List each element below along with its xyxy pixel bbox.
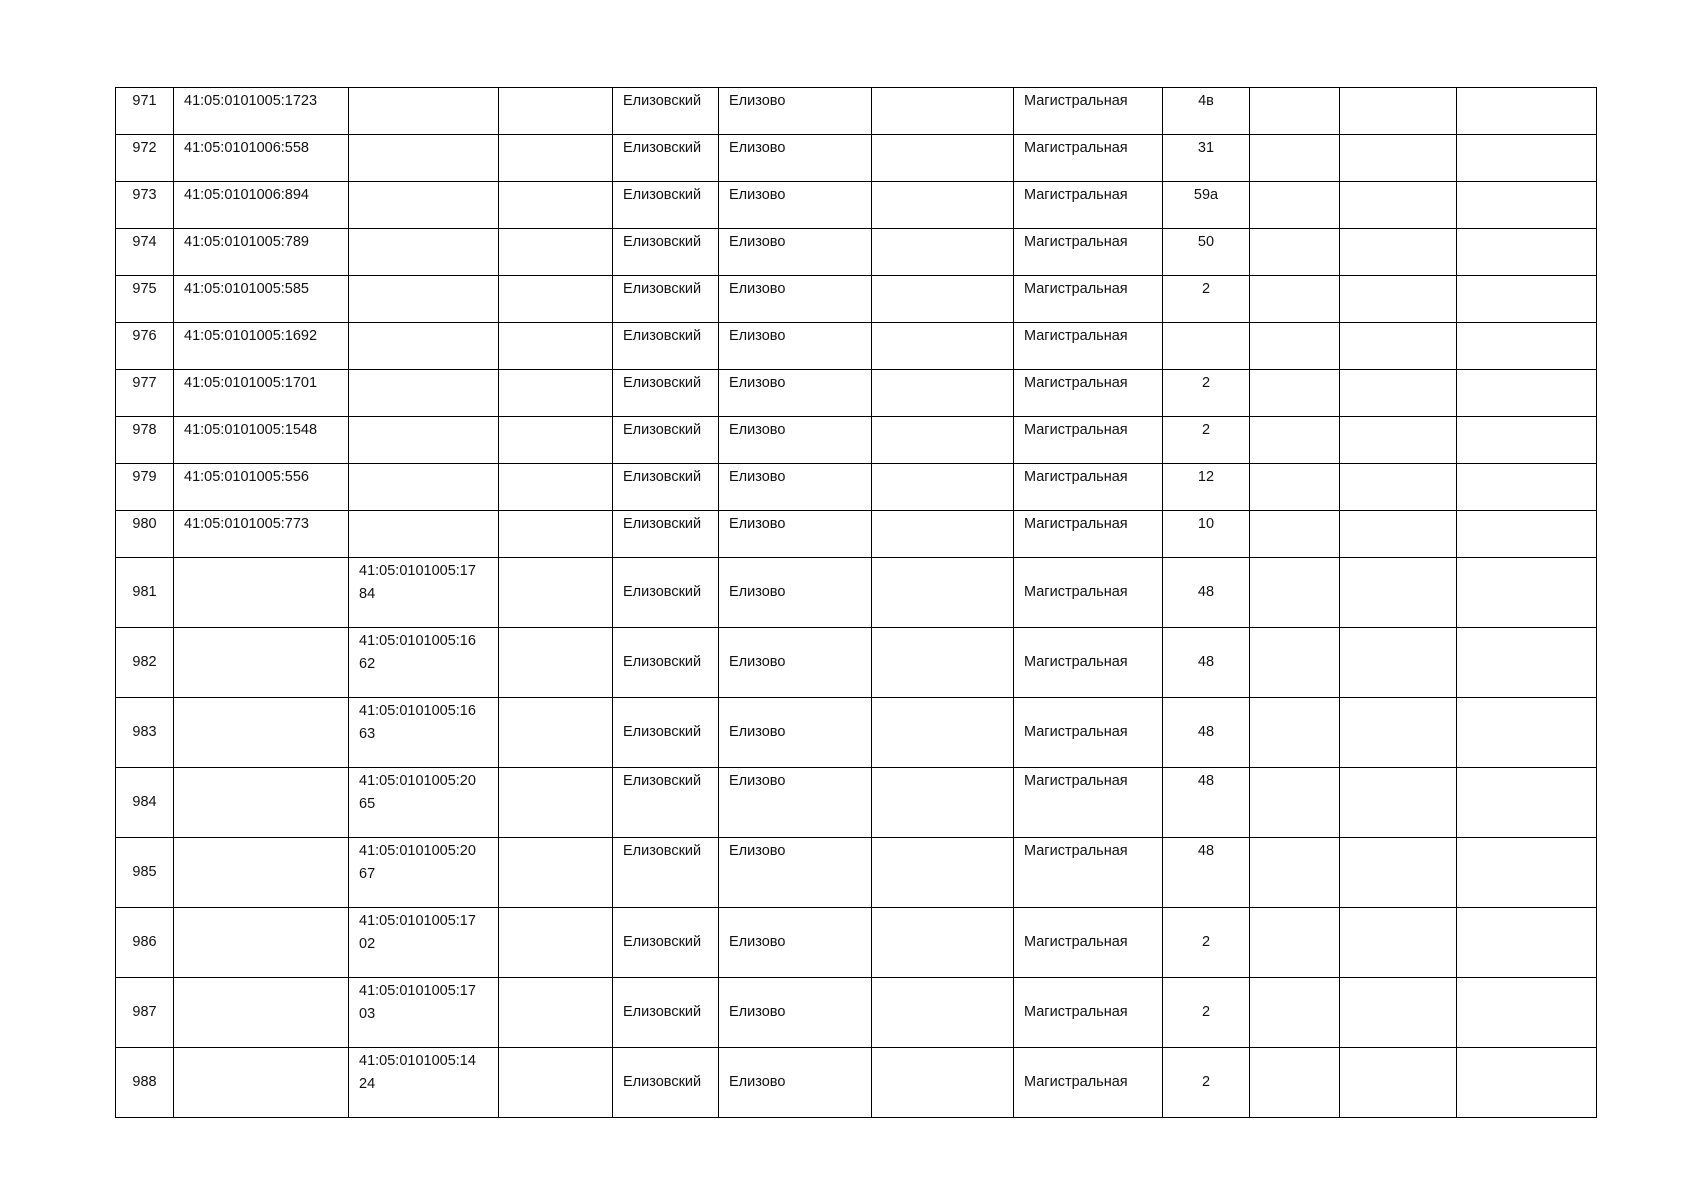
row-number-cell: 987 xyxy=(116,978,174,1048)
empty-cell xyxy=(1340,838,1457,908)
row-number-cell: 971 xyxy=(116,88,174,135)
cadastral-number-cell xyxy=(174,1048,349,1118)
table-body xyxy=(116,88,1597,1118)
empty-cell xyxy=(1457,417,1597,464)
row-number-cell: 982 xyxy=(116,628,174,698)
cadastral-number-cell: 41:05:0101006:894 xyxy=(174,182,349,229)
row-number-cell: 984 xyxy=(116,768,174,838)
cadastral-number-cell: 41:05:0101005:1548 xyxy=(174,417,349,464)
cadastral-fragment: 62 xyxy=(359,656,376,672)
empty-cell xyxy=(1340,978,1457,1048)
row-number-cell: 976 xyxy=(116,323,174,370)
district-cell: Елизовский xyxy=(613,1048,719,1118)
object-cadastral-number-cell xyxy=(349,229,499,276)
cadastral-fragment: 03 xyxy=(359,1006,376,1022)
empty-cell xyxy=(1340,182,1457,229)
street-cell: Магистральная xyxy=(1014,1048,1163,1118)
empty-cell xyxy=(872,370,1014,417)
empty-cell xyxy=(1250,978,1340,1048)
house-number-cell: 48 xyxy=(1163,768,1250,838)
cadastral-fragment: 24 xyxy=(359,1076,376,1092)
street-cell: Магистральная xyxy=(1014,323,1163,370)
table-row xyxy=(116,88,1597,135)
house-number-cell xyxy=(1163,323,1250,370)
empty-cell xyxy=(872,135,1014,182)
empty-cell xyxy=(1340,628,1457,698)
empty-cell xyxy=(1340,323,1457,370)
street-cell: Магистральная xyxy=(1014,698,1163,768)
table-row xyxy=(116,135,1597,182)
cadastral-number-cell: 41:05:0101005:1723 xyxy=(174,88,349,135)
house-number-cell: 59а xyxy=(1163,182,1250,229)
street-cell: Магистральная xyxy=(1014,276,1163,323)
table-row xyxy=(116,698,1597,768)
district-cell: Елизовский xyxy=(613,908,719,978)
cadastral-number-cell: 41:05:0101005:585 xyxy=(174,276,349,323)
street-cell: Магистральная xyxy=(1014,908,1163,978)
district-cell: Елизовский xyxy=(613,417,719,464)
empty-cell xyxy=(499,135,613,182)
district-cell: Елизовский xyxy=(613,88,719,135)
empty-cell xyxy=(499,464,613,511)
district-cell: Елизовский xyxy=(613,698,719,768)
object-cadastral-number-cell xyxy=(349,511,499,558)
cadastral-number-cell: 41:05:0101006:558 xyxy=(174,135,349,182)
empty-cell xyxy=(872,558,1014,628)
city-cell: Елизово xyxy=(719,323,872,370)
empty-cell xyxy=(872,628,1014,698)
street-cell: Магистральная xyxy=(1014,370,1163,417)
street-cell: Магистральная xyxy=(1014,978,1163,1048)
empty-cell xyxy=(1250,182,1340,229)
empty-cell xyxy=(1250,88,1340,135)
city-cell: Елизово xyxy=(719,182,872,229)
cadastral-number-cell xyxy=(174,698,349,768)
empty-cell xyxy=(1340,908,1457,978)
cadastral-number-cell: 41:05:0101005:773 xyxy=(174,511,349,558)
empty-cell xyxy=(1340,276,1457,323)
object-cadastral-number-cell xyxy=(349,1048,499,1118)
cadastral-number-cell: 41:05:0101005:556 xyxy=(174,464,349,511)
empty-cell xyxy=(499,1048,613,1118)
house-number-cell: 2 xyxy=(1163,908,1250,978)
empty-cell xyxy=(499,838,613,908)
street-cell: Магистральная xyxy=(1014,838,1163,908)
district-cell: Елизовский xyxy=(613,182,719,229)
house-number-cell: 2 xyxy=(1163,370,1250,417)
table-row xyxy=(116,838,1597,908)
city-cell: Елизово xyxy=(719,370,872,417)
empty-cell xyxy=(872,1048,1014,1118)
empty-cell xyxy=(1250,323,1340,370)
house-number-cell: 12 xyxy=(1163,464,1250,511)
empty-cell xyxy=(499,229,613,276)
empty-cell xyxy=(1250,229,1340,276)
row-number-cell: 979 xyxy=(116,464,174,511)
street-cell: Магистральная xyxy=(1014,88,1163,135)
district-cell: Елизовский xyxy=(613,135,719,182)
house-number-cell: 10 xyxy=(1163,511,1250,558)
city-cell: Елизово xyxy=(719,698,872,768)
empty-cell xyxy=(872,229,1014,276)
house-number-cell: 2 xyxy=(1163,978,1250,1048)
city-cell: Елизово xyxy=(719,276,872,323)
empty-cell xyxy=(1250,370,1340,417)
empty-cell xyxy=(1340,88,1457,135)
cadastral-fragment: 41:05:0101005:20 xyxy=(359,773,476,789)
empty-cell xyxy=(1340,464,1457,511)
row-number-cell: 988 xyxy=(116,1048,174,1118)
empty-cell xyxy=(872,182,1014,229)
empty-cell xyxy=(1340,698,1457,768)
district-cell: Елизовский xyxy=(613,276,719,323)
object-cadastral-number-cell xyxy=(349,978,499,1048)
empty-cell xyxy=(1250,511,1340,558)
cadastral-fragment: 63 xyxy=(359,726,376,742)
empty-cell xyxy=(499,370,613,417)
empty-cell xyxy=(872,908,1014,978)
cadastral-fragment: 41:05:0101005:20 xyxy=(359,843,476,859)
object-cadastral-number-cell xyxy=(349,768,499,838)
empty-cell xyxy=(1457,558,1597,628)
empty-cell xyxy=(1340,135,1457,182)
object-cadastral-number-cell xyxy=(349,88,499,135)
table-row xyxy=(116,229,1597,276)
house-number-cell: 48 xyxy=(1163,628,1250,698)
table-row xyxy=(116,417,1597,464)
cadastral-number-cell xyxy=(174,558,349,628)
row-number-cell: 972 xyxy=(116,135,174,182)
empty-cell xyxy=(499,628,613,698)
district-cell: Елизовский xyxy=(613,229,719,276)
empty-cell xyxy=(499,558,613,628)
cadastral-fragment: 41:05:0101005:17 xyxy=(359,913,476,929)
city-cell: Елизово xyxy=(719,417,872,464)
city-cell: Елизово xyxy=(719,978,872,1048)
empty-cell xyxy=(872,768,1014,838)
street-cell: Магистральная xyxy=(1014,417,1163,464)
street-cell: Магистральная xyxy=(1014,182,1163,229)
empty-cell xyxy=(1457,768,1597,838)
empty-cell xyxy=(499,768,613,838)
house-number-cell: 31 xyxy=(1163,135,1250,182)
address-register-table xyxy=(115,87,1597,1118)
city-cell: Елизово xyxy=(719,88,872,135)
empty-cell xyxy=(1340,370,1457,417)
table-row xyxy=(116,978,1597,1048)
table-row xyxy=(116,511,1597,558)
empty-cell xyxy=(872,978,1014,1048)
empty-cell xyxy=(1457,276,1597,323)
cadastral-number-cell xyxy=(174,908,349,978)
street-cell: Магистральная xyxy=(1014,464,1163,511)
table-row xyxy=(116,182,1597,229)
city-cell: Елизово xyxy=(719,628,872,698)
object-cadastral-number-cell xyxy=(349,417,499,464)
empty-cell xyxy=(499,698,613,768)
empty-cell xyxy=(1457,464,1597,511)
empty-cell xyxy=(1250,135,1340,182)
cadastral-number-cell: 41:05:0101005:789 xyxy=(174,229,349,276)
empty-cell xyxy=(1457,135,1597,182)
row-number-cell: 980 xyxy=(116,511,174,558)
empty-cell xyxy=(1457,88,1597,135)
empty-cell xyxy=(1250,628,1340,698)
row-number-cell: 985 xyxy=(116,838,174,908)
empty-cell xyxy=(1340,768,1457,838)
empty-cell xyxy=(1250,558,1340,628)
cadastral-number-cell xyxy=(174,628,349,698)
empty-cell xyxy=(499,417,613,464)
cadastral-fragment: 41:05:0101005:17 xyxy=(359,983,476,999)
empty-cell xyxy=(1250,768,1340,838)
table-row xyxy=(116,908,1597,978)
house-number-cell: 50 xyxy=(1163,229,1250,276)
empty-cell xyxy=(1457,229,1597,276)
house-number-cell: 2 xyxy=(1163,276,1250,323)
district-cell: Елизовский xyxy=(613,511,719,558)
house-number-cell: 48 xyxy=(1163,698,1250,768)
empty-cell xyxy=(499,511,613,558)
empty-cell xyxy=(1250,276,1340,323)
empty-cell xyxy=(1457,511,1597,558)
empty-cell xyxy=(1340,417,1457,464)
empty-cell xyxy=(1340,229,1457,276)
cadastral-fragment: 41:05:0101005:16 xyxy=(359,633,476,649)
table-row xyxy=(116,1048,1597,1118)
empty-cell xyxy=(1457,182,1597,229)
object-cadastral-number-cell xyxy=(349,464,499,511)
empty-cell xyxy=(1250,698,1340,768)
street-cell: Магистральная xyxy=(1014,558,1163,628)
cadastral-fragment: 41:05:0101005:17 xyxy=(359,563,476,579)
district-cell: Елизовский xyxy=(613,370,719,417)
empty-cell xyxy=(1250,838,1340,908)
city-cell: Елизово xyxy=(719,838,872,908)
house-number-cell: 2 xyxy=(1163,417,1250,464)
city-cell: Елизово xyxy=(719,511,872,558)
object-cadastral-number-cell xyxy=(349,370,499,417)
empty-cell xyxy=(872,698,1014,768)
city-cell: Елизово xyxy=(719,768,872,838)
table-row xyxy=(116,276,1597,323)
row-number-cell: 974 xyxy=(116,229,174,276)
house-number-cell: 2 xyxy=(1163,1048,1250,1118)
empty-cell xyxy=(499,323,613,370)
empty-cell xyxy=(1457,323,1597,370)
empty-cell xyxy=(872,464,1014,511)
object-cadastral-number-cell xyxy=(349,628,499,698)
street-cell: Магистральная xyxy=(1014,511,1163,558)
empty-cell xyxy=(872,323,1014,370)
table-row xyxy=(116,323,1597,370)
row-number-cell: 975 xyxy=(116,276,174,323)
empty-cell xyxy=(499,978,613,1048)
table-row xyxy=(116,768,1597,838)
house-number-cell: 4в xyxy=(1163,88,1250,135)
table-row xyxy=(116,370,1597,417)
empty-cell xyxy=(499,908,613,978)
object-cadastral-number-cell xyxy=(349,698,499,768)
empty-cell xyxy=(872,88,1014,135)
object-cadastral-number-cell xyxy=(349,323,499,370)
empty-cell xyxy=(1340,1048,1457,1118)
empty-cell xyxy=(1250,908,1340,978)
empty-cell xyxy=(872,276,1014,323)
empty-cell xyxy=(1457,978,1597,1048)
cadastral-number-cell xyxy=(174,838,349,908)
cadastral-number-cell xyxy=(174,768,349,838)
district-cell: Елизовский xyxy=(613,464,719,511)
district-cell: Елизовский xyxy=(613,978,719,1048)
cadastral-fragment: 41:05:0101005:14 xyxy=(359,1053,476,1069)
empty-cell xyxy=(1457,628,1597,698)
object-cadastral-number-cell xyxy=(349,182,499,229)
district-cell: Елизовский xyxy=(613,768,719,838)
cadastral-fragment: 02 xyxy=(359,936,376,952)
row-number-cell: 983 xyxy=(116,698,174,768)
empty-cell xyxy=(1457,838,1597,908)
city-cell: Елизово xyxy=(719,135,872,182)
empty-cell xyxy=(1250,1048,1340,1118)
house-number-cell: 48 xyxy=(1163,558,1250,628)
empty-cell xyxy=(1250,417,1340,464)
table-row xyxy=(116,558,1597,628)
row-number-cell: 977 xyxy=(116,370,174,417)
empty-cell xyxy=(499,276,613,323)
street-cell: Магистральная xyxy=(1014,768,1163,838)
city-cell: Елизово xyxy=(719,464,872,511)
cadastral-fragment: 67 xyxy=(359,866,376,882)
empty-cell xyxy=(872,511,1014,558)
cadastral-fragment: 84 xyxy=(359,586,376,602)
city-cell: Елизово xyxy=(719,1048,872,1118)
row-number-cell: 973 xyxy=(116,182,174,229)
row-number-cell: 986 xyxy=(116,908,174,978)
empty-cell xyxy=(1457,908,1597,978)
cadastral-number-cell xyxy=(174,978,349,1048)
empty-cell xyxy=(872,838,1014,908)
empty-cell xyxy=(1340,511,1457,558)
street-cell: Магистральная xyxy=(1014,135,1163,182)
empty-cell xyxy=(1457,370,1597,417)
object-cadastral-number-cell xyxy=(349,135,499,182)
cadastral-fragment: 65 xyxy=(359,796,376,812)
object-cadastral-number-cell xyxy=(349,558,499,628)
row-number-cell: 981 xyxy=(116,558,174,628)
district-cell: Елизовский xyxy=(613,628,719,698)
empty-cell xyxy=(499,88,613,135)
object-cadastral-number-cell xyxy=(349,838,499,908)
empty-cell xyxy=(1340,558,1457,628)
district-cell: Елизовский xyxy=(613,558,719,628)
street-cell: Магистральная xyxy=(1014,628,1163,698)
street-cell: Магистральная xyxy=(1014,229,1163,276)
table-row xyxy=(116,628,1597,698)
row-number-cell: 978 xyxy=(116,417,174,464)
empty-cell xyxy=(1457,698,1597,768)
table-row xyxy=(116,464,1597,511)
empty-cell xyxy=(872,417,1014,464)
district-cell: Елизовский xyxy=(613,323,719,370)
house-number-cell: 48 xyxy=(1163,838,1250,908)
empty-cell xyxy=(499,182,613,229)
cadastral-number-cell: 41:05:0101005:1701 xyxy=(174,370,349,417)
city-cell: Елизово xyxy=(719,558,872,628)
city-cell: Елизово xyxy=(719,908,872,978)
cadastral-number-cell: 41:05:0101005:1692 xyxy=(174,323,349,370)
empty-cell xyxy=(1457,1048,1597,1118)
empty-cell xyxy=(1250,464,1340,511)
cadastral-fragment: 41:05:0101005:16 xyxy=(359,703,476,719)
city-cell: Елизово xyxy=(719,229,872,276)
object-cadastral-number-cell xyxy=(349,276,499,323)
district-cell: Елизовский xyxy=(613,838,719,908)
object-cadastral-number-cell xyxy=(349,908,499,978)
